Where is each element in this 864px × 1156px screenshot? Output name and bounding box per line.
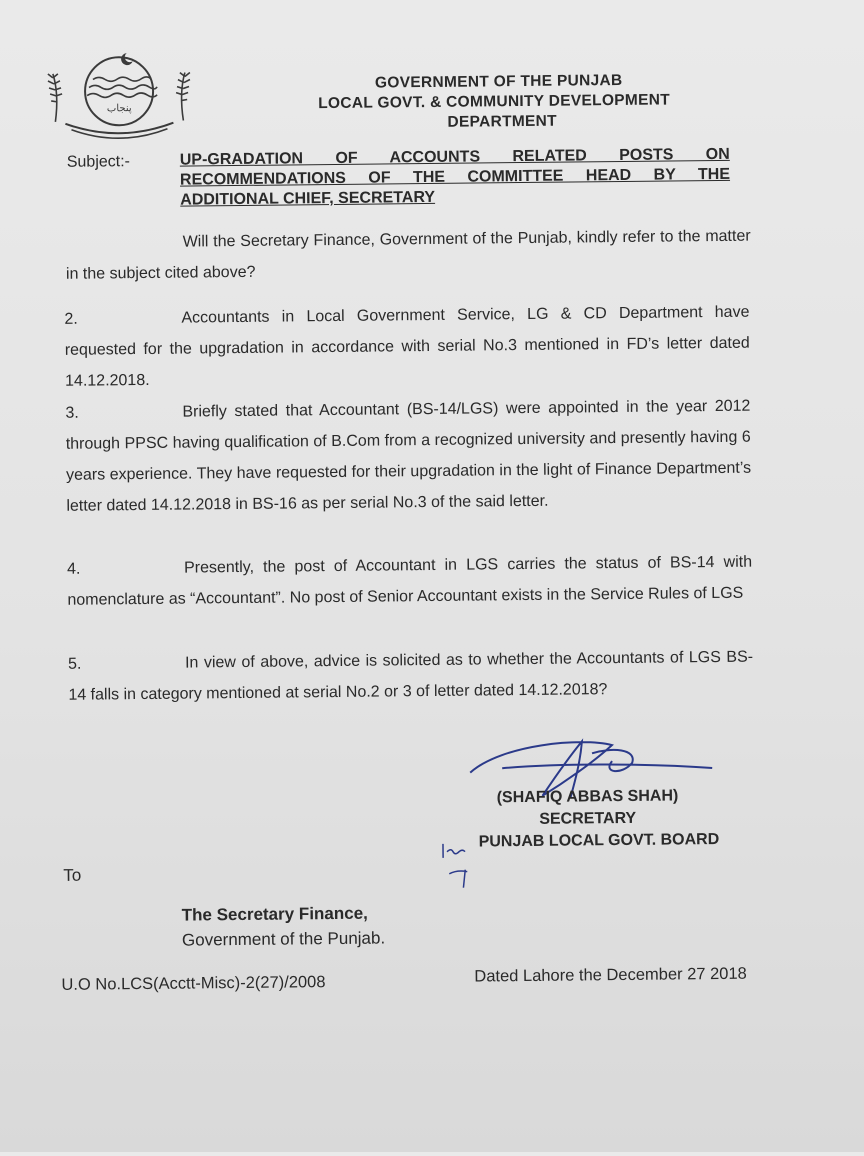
signatory-title: SECRETARY [539, 809, 637, 828]
subject-text [180, 145, 731, 211]
paragraph-4 [67, 547, 753, 616]
recipient-line-2: Government of the Punjab. [181, 928, 386, 950]
signatory-name: (SHAFIQ ABBAS SHAH) [496, 787, 679, 807]
paragraph-2-text: Accountants in Local Government Service, LG & CD Department have requested for the upgradation in accordance with serial No.3 mentioned in FD’s letter dated 14.12.2018. [64, 303, 750, 390]
signature-block [442, 735, 733, 854]
emblem-text: پنجاب [106, 103, 132, 115]
paragraph-5 [68, 642, 754, 711]
header-line-2: LOCAL GOVT. & COMMUNITY DEVELOPMENT [318, 91, 671, 113]
header-line-3: DEPARTMENT [447, 112, 558, 131]
subject-line-1: UP-GRADATION OF ACCOUNTS RELATED POSTS ON [179, 145, 730, 169]
subject-label: Subject:- [66, 153, 131, 171]
subject-line-3: ADDITIONAL CHIEF, SECRETARY [180, 188, 436, 209]
recipient-line-1: The Secretary Finance, [181, 903, 368, 925]
paragraph-5-text: In view of above, advice is solicited as to whether the Accountants of LGS BS-14 falls in category mentioned at serial No.2 or 3 of letter dated 14.12.2018? [68, 648, 754, 704]
paragraph-1-text: Will the Secretary Finance, Government of the Punjab, kindly refer to the matter in the subject cited above? [65, 227, 751, 283]
paragraph-3-number: 3. [65, 404, 79, 422]
paragraph-1 [66, 221, 752, 290]
paragraph-2 [64, 297, 750, 397]
to-label: To [63, 865, 82, 885]
paragraph-2-number: 2. [64, 310, 78, 328]
paragraph-5-number: 5. [67, 655, 82, 673]
uo-number: U.O No.LCS(Acctt-Misc)-2(27)/2008 [61, 973, 326, 994]
paragraph-4-text: Presently, the post of Accountant in LGS carries the status of BS-14 with nomenclature as “Accountant”. No post of Senior Accountant exists in the Service Rules of LGS [67, 553, 753, 609]
header-line-1: GOVERNMENT OF THE PUNJAB [374, 71, 623, 92]
punjab-emblem-icon [35, 42, 204, 144]
dated-line: Dated Lahore the December 27 2018 [474, 964, 747, 986]
signatory-org: PUNJAB LOCAL GOVT. BOARD [478, 830, 720, 851]
paragraph-3 [65, 391, 751, 522]
paragraph-4-number: 4. [66, 560, 81, 578]
handwritten-initial-icon [439, 840, 480, 890]
subject-line-2: RECOMMENDATIONS OF THE COMMITTEE HEAD BY THE [179, 165, 731, 189]
paragraph-3-text: Briefly stated that Accountant (BS-14/LGS) were appointed in the year 2012 through PPSC having qualification of B.Com from a recognized university and presently having 6 years experience. They have requested for their upgradation in the light of Finance Department’s letter dated 14.12.2018 in BS-16 as per serial No.3 of the said letter. [65, 397, 752, 515]
